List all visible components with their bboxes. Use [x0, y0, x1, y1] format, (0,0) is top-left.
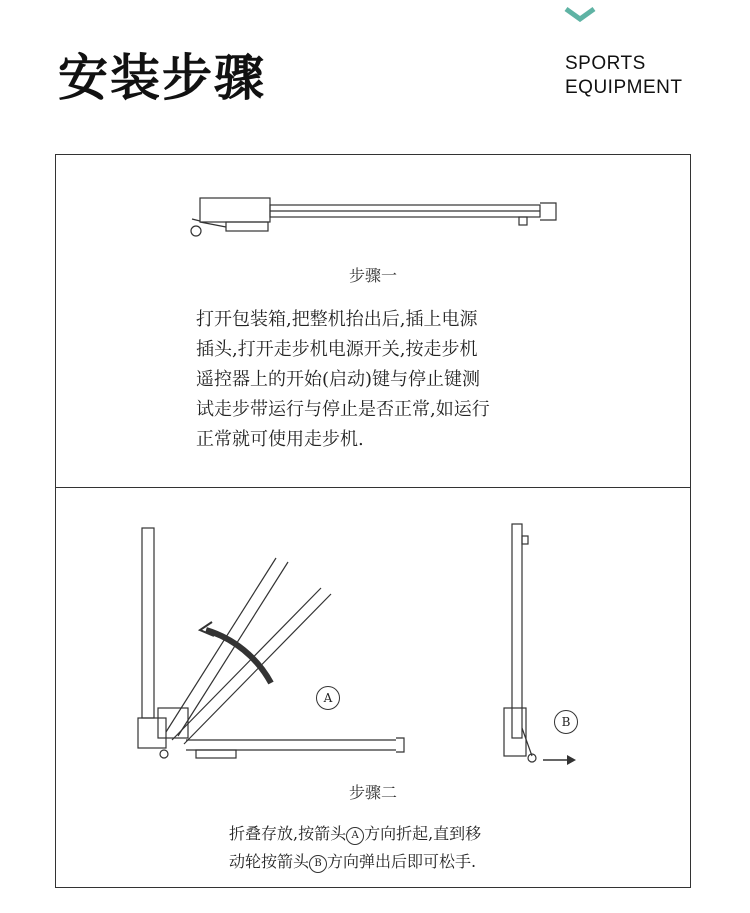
step-2-caption: 步骤二: [348, 783, 397, 802]
marker-a-inline: A: [346, 827, 364, 845]
step-2-panel: [55, 487, 691, 888]
step-1-line: 插头,打开走步机电源开关,按走步机: [196, 339, 478, 360]
marker-b-inline: B: [309, 855, 327, 873]
step-1-caption: 步骤一: [348, 266, 397, 285]
treadmill-folding-illustration: [126, 518, 426, 768]
step-2-line: 动轮按箭头 B 方向弹出后即可松手.: [229, 852, 477, 871]
step-1-line: 遥控器上的开始(启动)键与停止键测: [196, 369, 481, 390]
page-title: 安装步骤: [58, 49, 266, 107]
brand-line-1: SPORTS: [565, 53, 646, 74]
brand-line-2: EQUIPMENT: [565, 77, 683, 98]
step-1-line: 试走步带运行与停止是否正常,如运行: [196, 399, 490, 420]
step-1-panel: [55, 154, 691, 488]
step-1-description: [196, 305, 490, 455]
arrow-right-icon: [543, 754, 577, 766]
marker-a: A: [316, 686, 340, 710]
marker-b: B: [554, 710, 578, 734]
step-1-line: 正常就可使用走步机.: [196, 429, 364, 450]
step-2-description: [229, 820, 481, 876]
treadmill-flat-illustration: [186, 193, 566, 243]
step-1-line: 打开包装箱,把整机抬出后,插上电源: [196, 309, 478, 330]
step-2-line: 折叠存放,按箭头 A 方向折起,直到移: [229, 824, 482, 843]
brand-label: [565, 52, 682, 100]
chevron-down-icon: [563, 6, 597, 22]
